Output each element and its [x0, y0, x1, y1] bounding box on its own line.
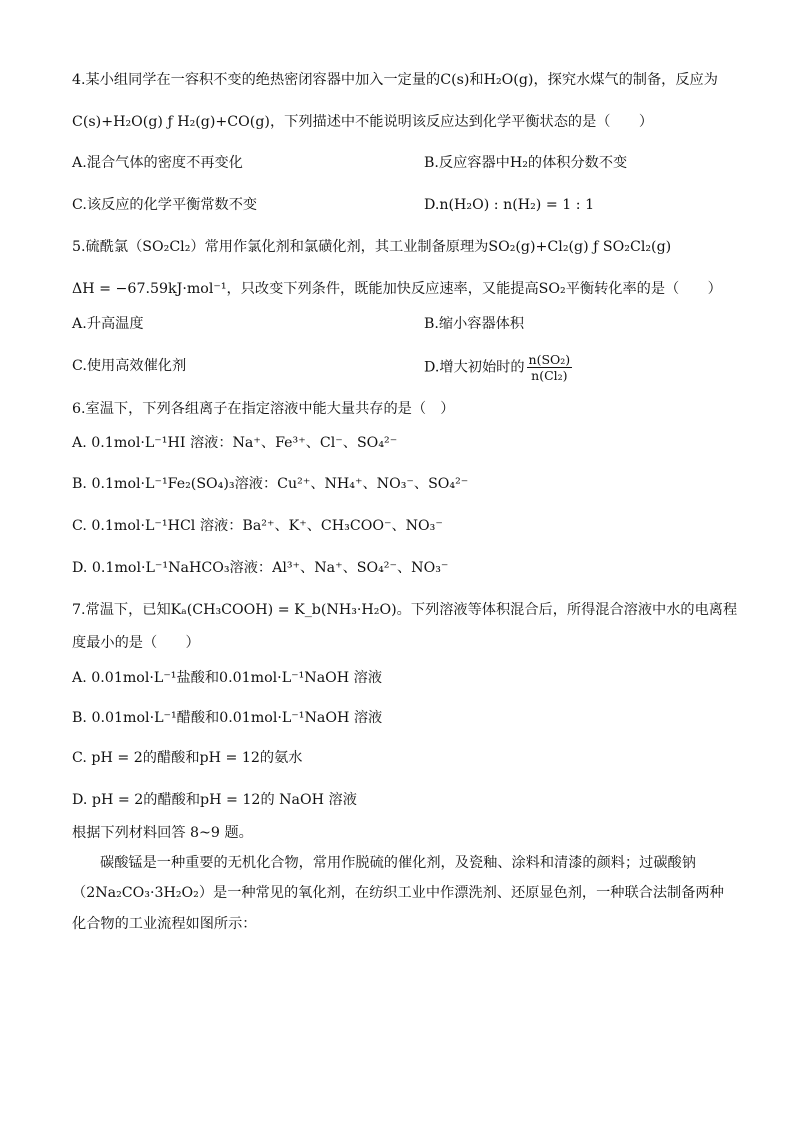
q7-stem-line1: 7.常温下，已知Kₐ(CH₃COOH) = K_b(NH₃·H₂O)。下列溶液等体积混合后，所得混合溶液中水的电离程 — [72, 602, 738, 618]
q6-stem: 6.室温下，下列各组离子在指定溶液中能大量共存的是（ ） — [72, 401, 455, 417]
q5-stem-line2: ΔH = −67.59kJ·mol⁻¹，只改变下列条件，既能加快反应速率，又能提高SO₂平衡转化率的是（ ） — [72, 281, 722, 297]
q5-option-b: B.缩小容器体积 — [424, 316, 525, 332]
q4-option-a: A.混合气体的密度不再变化 — [72, 155, 243, 171]
q5-option-d-prefix: D.增大初始时的 — [424, 359, 525, 376]
material-line1: 碳酸锰是一种重要的无机化合物，常用作脱硫的催化剂，及瓷釉、涂料和清漆的颜料；过碳酸钠 — [100, 855, 696, 871]
material-line2: （2Na₂CO₃·3H₂O₂）是一种常见的氧化剂，在纺织工业中作漂洗剂、还原显色剂，一种联合法制备两种 — [72, 885, 724, 901]
q5-option-c: C.使用高效催化剂 — [72, 358, 187, 374]
q4-option-d: D.n(H₂O) : n(H₂) = 1 : 1 — [424, 197, 595, 213]
q4-options-ab — [72, 152, 734, 174]
q5-stem-line1: 5.硫酰氯（SO₂Cl₂）常用作氯化剂和氯磺化剂，其工业制备原理为SO₂(g)+Cl₂(g) ƒ SO₂Cl₂(g) — [72, 239, 672, 255]
q6-option-a: A. 0.1mol·L⁻¹HI 溶液：Na⁺、Fe³⁺、Cl⁻、SO₄²⁻ — [72, 435, 398, 451]
q7-option-d: D. pH = 2的醋酸和pH = 12的 NaOH 溶液 — [72, 792, 357, 808]
material-line3: 化合物的工业流程如图所示： — [72, 916, 257, 932]
q4-option-b: B.反应容器中H₂的体积分数不变 — [424, 155, 628, 171]
q4-stem-line1: 4.某小组同学在一容积不变的绝热密闭容器中加入一定量的C(s)和H₂O(g)，探究水煤气的制备，反应为 — [72, 72, 718, 88]
q5-options-cd — [72, 352, 734, 383]
fraction-numerator: n(SO₂) — [528, 352, 571, 367]
fraction-denominator: n(Cl₂) — [531, 368, 568, 383]
q5-option-d — [424, 352, 572, 383]
q5-options-ab — [72, 313, 734, 335]
q7-option-c: C. pH = 2的醋酸和pH = 12的氨水 — [72, 750, 303, 766]
q6-option-c: C. 0.1mol·L⁻¹HCl 溶液：Ba²⁺、K⁺、CH₃COO⁻、NO₃⁻ — [72, 518, 443, 534]
q7-option-a: A. 0.01mol·L⁻¹盐酸和0.01mol·L⁻¹NaOH 溶液 — [72, 670, 383, 686]
q7-stem-line2: 度最小的是（ ） — [72, 635, 200, 651]
q6-option-d: D. 0.1mol·L⁻¹NaHCO₃溶液：Al³⁺、Na⁺、SO₄²⁻、NO₃⁻ — [72, 560, 449, 576]
material-intro: 根据下列材料回答 8~9 题。 — [72, 825, 253, 841]
q5-option-d-fraction — [527, 352, 573, 383]
q6-option-b: B. 0.1mol·L⁻¹Fe₂(SO₄)₃溶液：Cu²⁺、NH₄⁺、NO₃⁻、SO₄²⁻ — [72, 476, 469, 492]
q7-option-b: B. 0.01mol·L⁻¹醋酸和0.01mol·L⁻¹NaOH 溶液 — [72, 710, 383, 726]
q5-option-a: A.升高温度 — [72, 316, 144, 332]
q4-stem-line2: C(s)+H₂O(g) ƒ H₂(g)+CO(g)，下列描述中不能说明该反应达到化学平衡状态的是（ ） — [72, 114, 654, 130]
q4-option-c: C.该反应的化学平衡常数不变 — [72, 197, 258, 213]
q4-options-cd — [72, 194, 734, 216]
